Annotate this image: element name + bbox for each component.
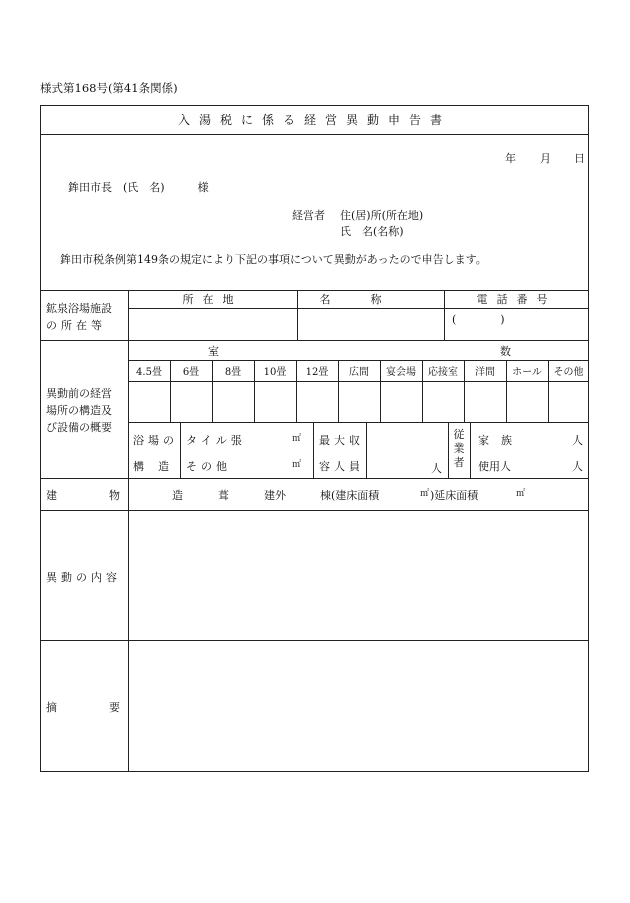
operator-name-label: 氏 名(名称) — [340, 225, 404, 238]
building-label — [46, 487, 172, 503]
room-type: 12畳 — [305, 367, 329, 378]
staff-label: 従業者 — [453, 428, 465, 469]
room-type: その他 — [553, 367, 584, 378]
rooms-label: 室 — [208, 345, 219, 358]
rule-change — [40, 640, 589, 641]
date-year: 年 — [505, 152, 516, 165]
room-type: 宴会場 — [386, 367, 416, 378]
rule-capacity-label — [366, 422, 367, 478]
room-type: ホール — [512, 367, 542, 378]
rule-room-types — [128, 381, 589, 382]
rule-facility — [40, 340, 589, 341]
structure-label-2: 場所の構造及 — [46, 404, 112, 417]
capacity-unit: 人 — [431, 462, 442, 475]
room-type: 10畳 — [263, 367, 287, 378]
count-label: 数 — [500, 345, 511, 358]
building-outer: 建外 — [264, 489, 286, 502]
form-title-text: 入湯税に係る経営異動申告書 — [177, 113, 451, 127]
building-roof: 葺 — [218, 489, 229, 502]
facility-label-2: の所在等 — [46, 319, 106, 332]
bath-tile-sqm: ㎡ — [292, 434, 302, 444]
building-label-text: 建物 — [46, 489, 172, 502]
rule-structure — [40, 478, 589, 479]
building-construction: 造 — [172, 489, 183, 502]
facility-name-head — [297, 290, 444, 308]
capacity-label-2: 容人員 — [319, 460, 364, 473]
room-type: 8畳 — [224, 367, 242, 378]
bath-other-sqm: ㎡ — [292, 460, 302, 470]
structure-label-3: び設備の概要 — [46, 421, 112, 434]
facility-phone-parens: ( ) — [452, 313, 505, 326]
date-month: 月 — [540, 152, 551, 165]
operator-label: 経営者 — [292, 209, 325, 222]
form-number: 様式第168号(第41条関係) — [40, 81, 178, 95]
change-content-label: 異動の内容 — [46, 571, 121, 584]
room-type: 応接室 — [428, 367, 458, 378]
capacity-label-1: 最大収 — [319, 434, 364, 447]
facility-location-text: 所在地 — [182, 293, 243, 306]
facility-location-head — [128, 290, 297, 308]
room-type: 6畳 — [182, 367, 200, 378]
rule-title — [40, 134, 589, 135]
facility-phone-head — [444, 290, 589, 308]
staff-employee: 使用人 — [478, 460, 511, 473]
staff-family: 家族 — [478, 434, 524, 447]
facility-label-1: 鉱泉浴場施設 — [46, 302, 112, 315]
facility-phone-text: 電話番号 — [476, 293, 557, 306]
room-type: 4.5畳 — [136, 367, 162, 378]
rule-facility-head — [128, 308, 589, 309]
declaration-text: 鉾田市税条例第149条の規定により下記の事項について異動があったので申告します。 — [60, 253, 487, 266]
building-count: 棟(建床面積 — [320, 489, 380, 502]
bath-label-1: 浴場の — [133, 434, 178, 447]
bath-label-2: 構造 — [133, 460, 183, 473]
rule-room-counts — [128, 422, 589, 423]
operator-address-label: 住(居)所(所在地) — [340, 209, 424, 222]
staff-employee-unit: 人 — [572, 460, 583, 473]
form-title — [40, 105, 589, 134]
staff-family-unit: 人 — [572, 434, 583, 447]
bath-other: その他 — [186, 460, 231, 473]
remarks-label: 摘要 — [46, 701, 172, 714]
bath-tile: タイル張 — [186, 434, 246, 447]
room-type: 広間 — [349, 367, 369, 378]
rule-staff-left — [448, 422, 449, 478]
structure-label-1: 異動前の経営 — [46, 387, 112, 400]
building-total-sqm: ㎡ — [516, 489, 526, 499]
rule-building — [40, 510, 589, 511]
building-sqm: ㎡ — [420, 489, 430, 499]
building-total: )延床面積 — [430, 489, 479, 502]
date-day: 日 — [574, 152, 585, 165]
facility-name-text: 名称 — [319, 293, 422, 306]
rule-capacity-left — [313, 422, 314, 478]
room-type: 洋間 — [475, 367, 495, 378]
addressee: 鉾田市長 (氏 名) 様 — [68, 181, 209, 194]
rule-staff-label — [470, 422, 471, 478]
